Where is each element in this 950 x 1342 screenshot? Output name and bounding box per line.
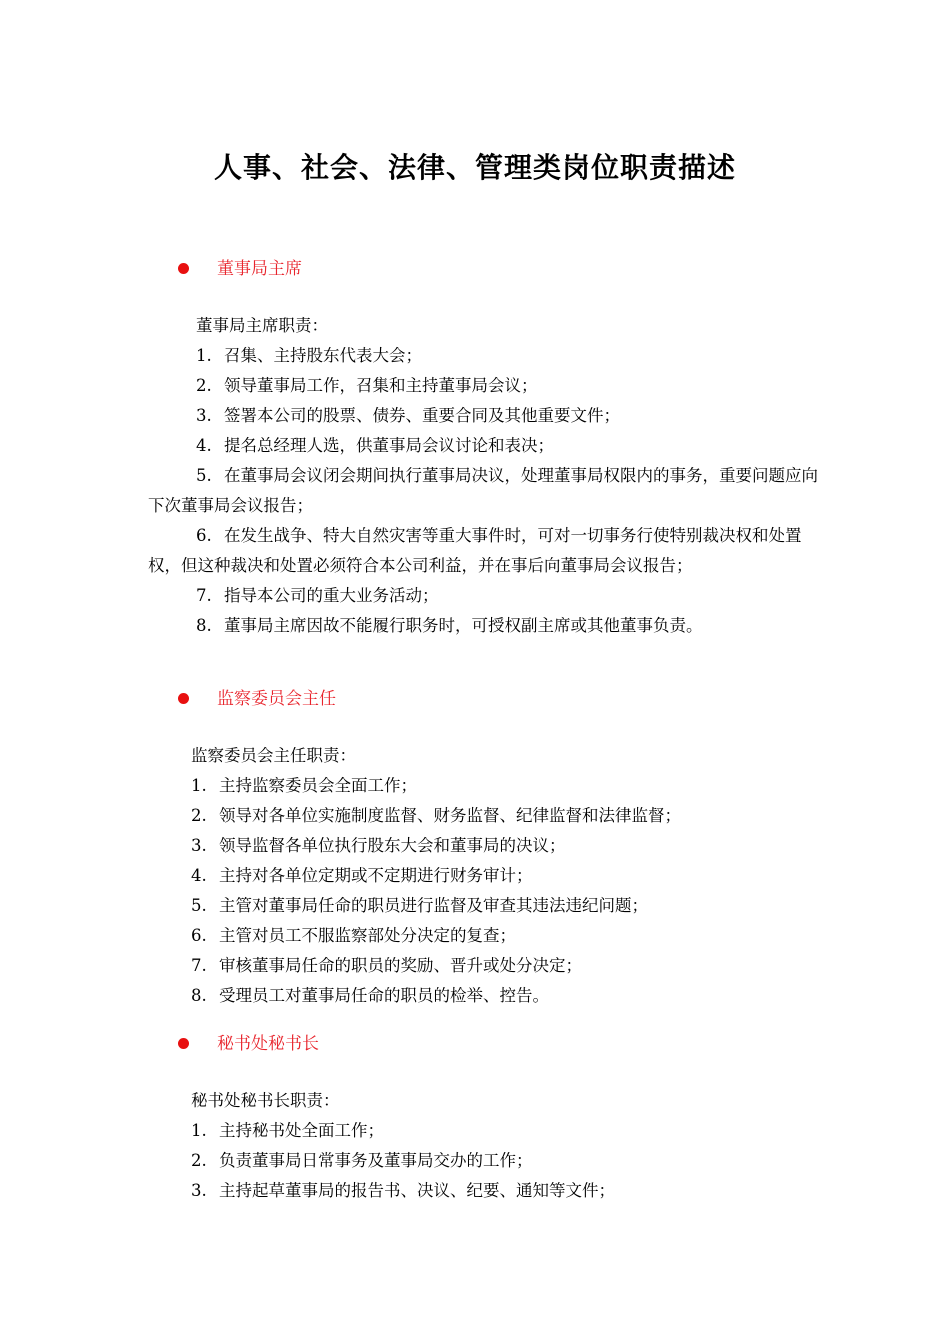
list-item: 3. 签署本公司的股票、债券、重要合同及其他重要文件；	[196, 406, 620, 425]
bullet-icon	[178, 693, 189, 704]
list-item: 6. 在发生战争、特大自然灾害等重大事件时，可对一切事务行使特别裁决权和处置权，但这种裁决和处置必须符合本公司利益，并在事后向董事局会议报告；	[148, 526, 802, 575]
list-item: 5. 在董事局会议闭会期间执行董事局决议，处理董事局权限内的事务，重要问题应向下次董事局会议报告；	[148, 466, 818, 515]
list-item: 3. 领导监督各单位执行股东大会和董事局的决议；	[191, 836, 566, 855]
list-item: 1. 主持秘书处全面工作；	[191, 1121, 384, 1140]
bullet-icon	[178, 263, 189, 274]
section-intro: 董事局主席职责：	[196, 316, 328, 335]
list-item: 8. 受理员工对董事局任命的职员的检举、控告。	[191, 986, 549, 1005]
list-item: 7. 指导本公司的重大业务活动；	[196, 586, 439, 605]
section-heading-label: 秘书处秘书长	[217, 1034, 319, 1054]
list-item: 2. 领导董事局工作，召集和主持董事局会议；	[196, 376, 538, 395]
section-heading-label: 董事局主席	[217, 259, 302, 279]
list-item: 6. 主管对员工不服监察部处分决定的复查；	[191, 926, 516, 945]
list-item: 8. 董事局主席因故不能履行职务时，可授权副主席或其他董事负责。	[196, 616, 703, 635]
list-item: 4. 提名总经理人选，供董事局会议讨论和表决；	[196, 436, 554, 455]
list-item: 5. 主管对董事局任命的职员进行监督及审查其违法违纪问题；	[191, 896, 648, 915]
section-body-secretariat	[191, 1086, 861, 1206]
section-body-chairman	[148, 311, 818, 641]
list-item: 1. 主持监察委员会全面工作；	[191, 776, 417, 795]
section-heading-supervisory	[178, 684, 336, 714]
section-heading-chairman	[178, 254, 302, 284]
list-item: 1. 召集、主持股东代表大会；	[196, 346, 422, 365]
bullet-icon	[178, 1038, 189, 1049]
section-body-supervisory	[191, 741, 861, 1011]
page-title: 人事、社会、法律、管理类岗位职责描述	[213, 151, 736, 184]
list-item: 3. 主持起草董事局的报告书、决议、纪要、通知等文件；	[191, 1181, 615, 1200]
list-item: 7. 审核董事局任命的职员的奖励、晋升或处分决定；	[191, 956, 582, 975]
list-item: 2. 负责董事局日常事务及董事局交办的工作；	[191, 1151, 533, 1170]
section-heading-label: 监察委员会主任	[217, 689, 336, 709]
section-intro: 秘书处秘书长职责：	[191, 1091, 340, 1110]
section-intro: 监察委员会主任职责：	[191, 746, 356, 765]
list-item: 4. 主持对各单位定期或不定期进行财务审计；	[191, 866, 533, 885]
list-item: 2. 领导对各单位实施制度监督、财务监督、纪律监督和法律监督；	[191, 806, 681, 825]
section-heading-secretariat	[178, 1029, 319, 1059]
